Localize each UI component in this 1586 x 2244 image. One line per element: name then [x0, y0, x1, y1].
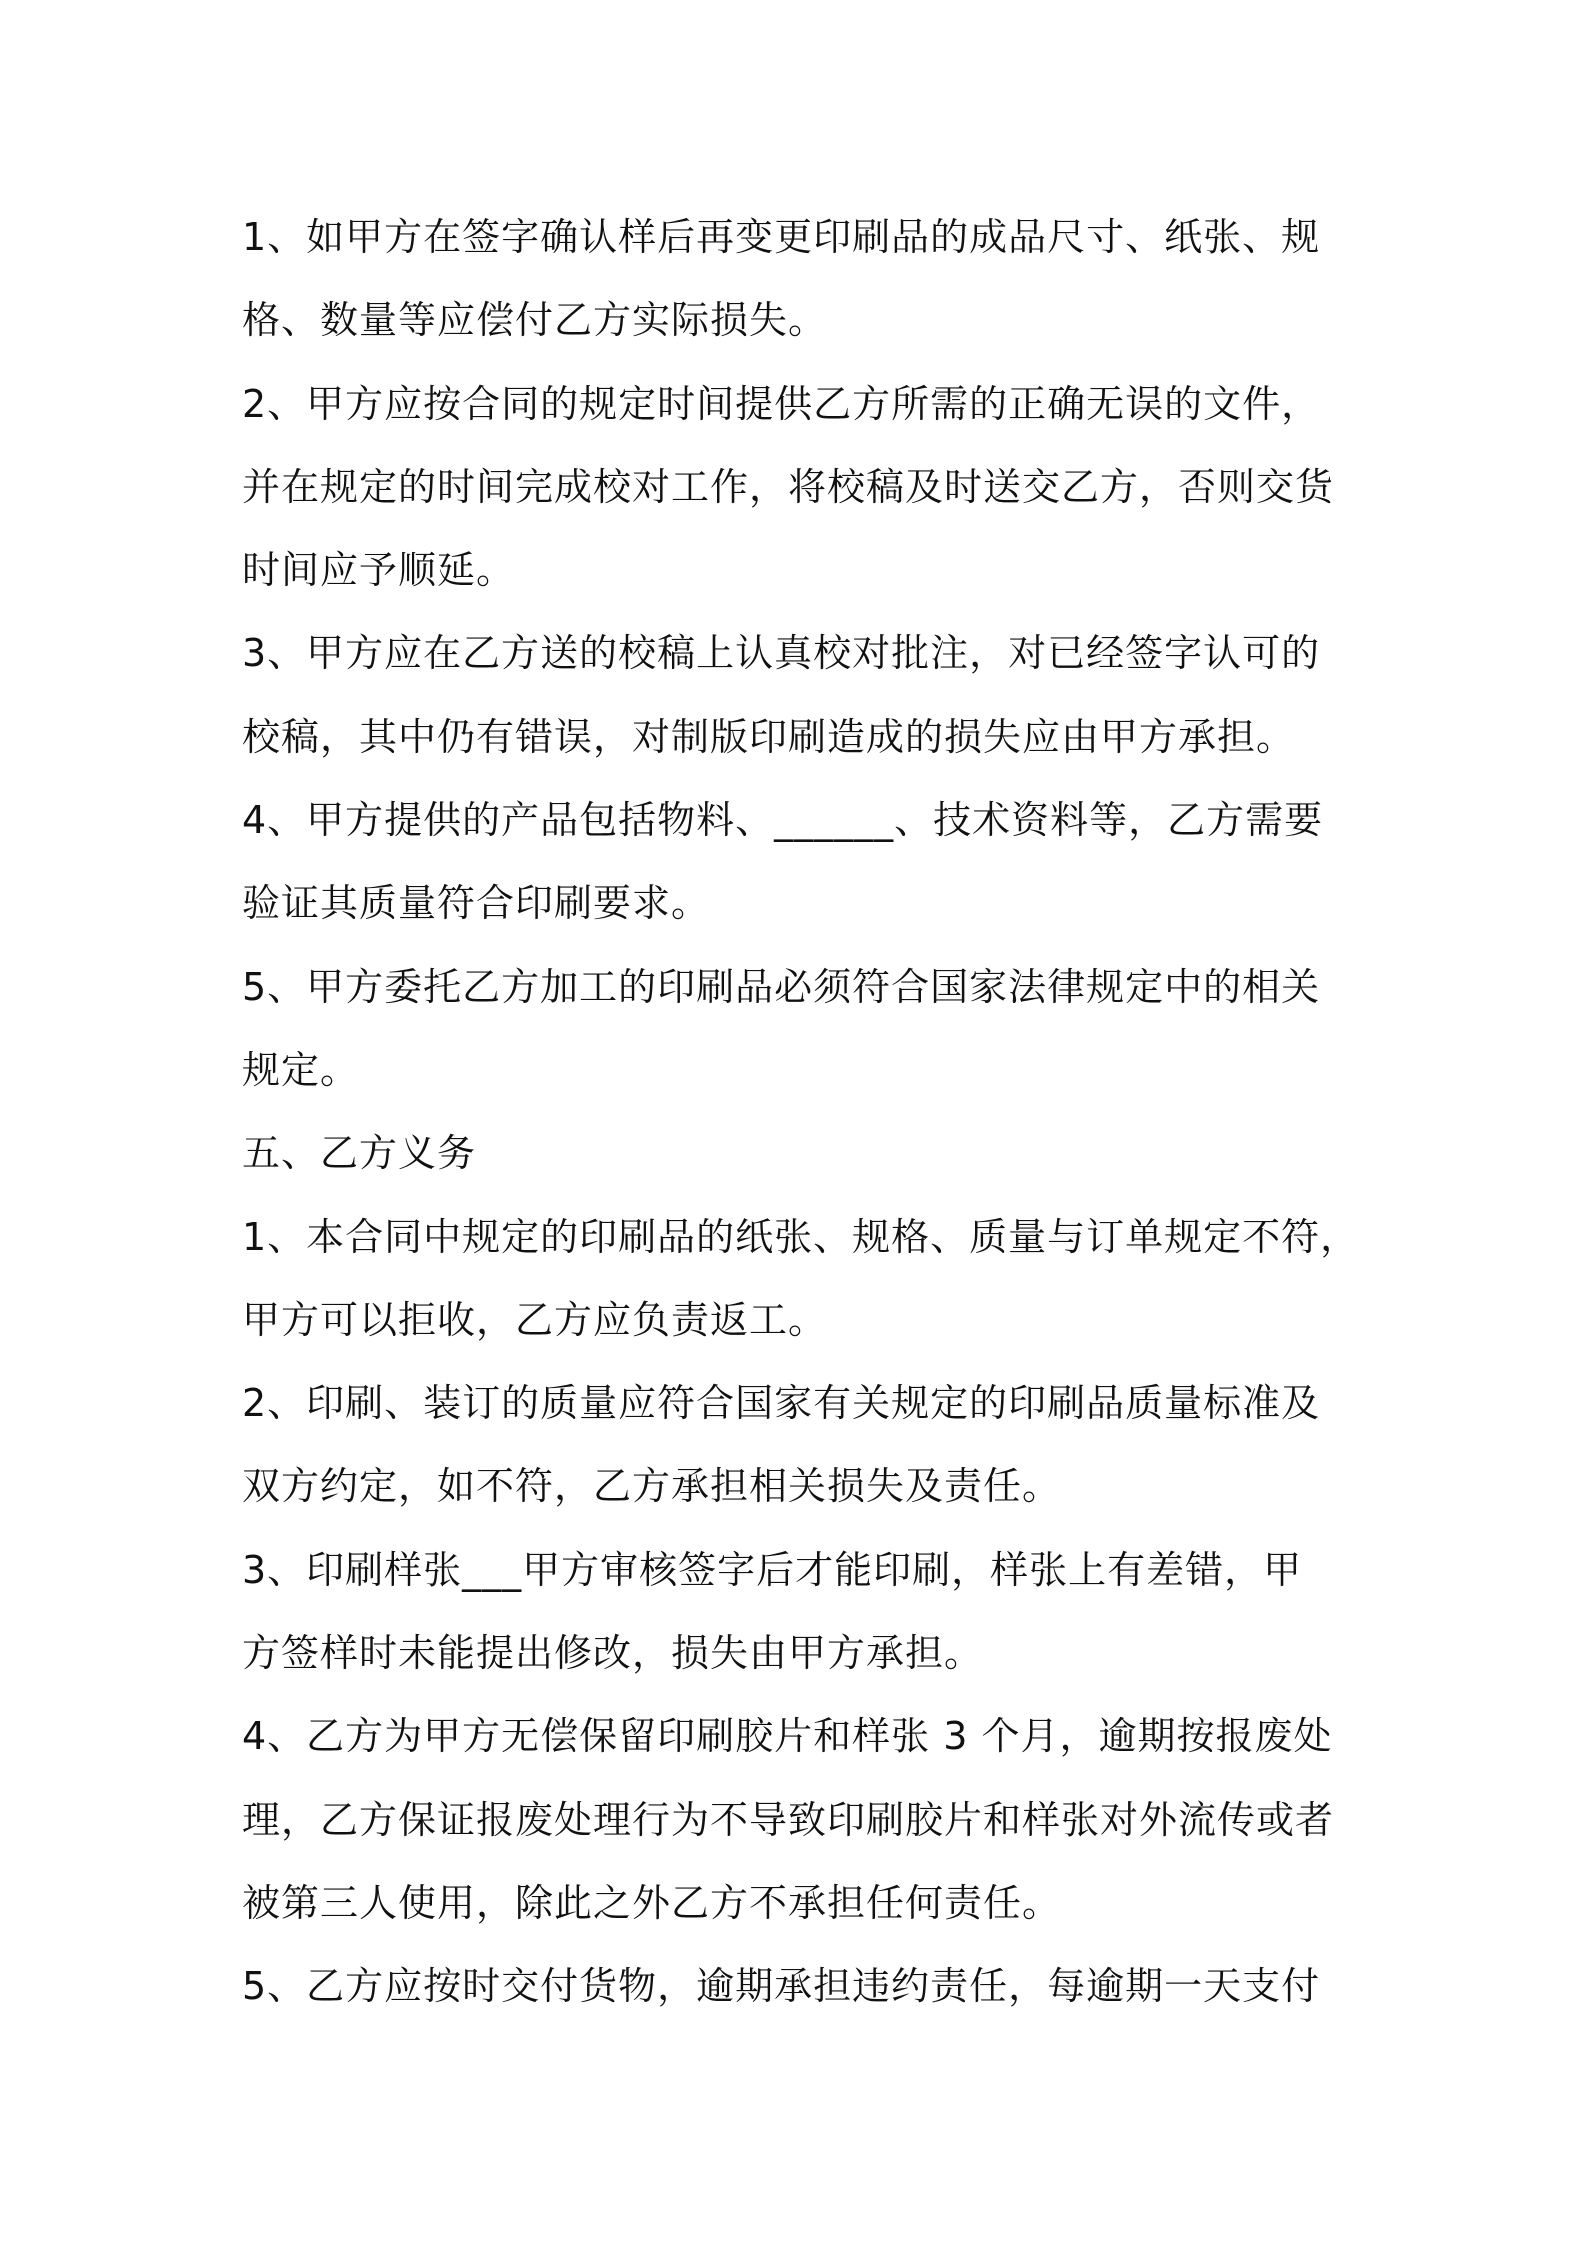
text-line: 校稿，其中仍有错误，对制版印刷造成的损失应由甲方承担。: [242, 714, 1296, 759]
text-line: 并在规定的时间完成校对工作，将校稿及时送交乙方，否则交货: [242, 464, 1335, 509]
text-line: 双方约定，如不符，乙方承担相关损失及责任。: [242, 1464, 1062, 1509]
text-line: 3、印刷样张___甲方审核签字后才能印刷，样张上有差错，甲: [242, 1547, 1303, 1592]
text-line: 3、甲方应在乙方送的校稿上认真校对批注，对已经签字认可的: [242, 631, 1321, 676]
text-line: 4、甲方提供的产品包括物料、______、技术资料等，乙方需要: [242, 798, 1324, 843]
text-line: 5、甲方委托乙方加工的印刷品必须符合国家法律规定中的相关: [242, 964, 1321, 1009]
text-line: 时间应予顺延。: [242, 548, 516, 593]
text-line: 4、乙方为甲方无偿保留印刷胶片和样张 3 个月，逾期按报废处: [242, 1714, 1333, 1759]
text-line: 2、印刷、装订的质量应符合国家有关规定的印刷品质量标准及: [242, 1381, 1321, 1426]
text-line: 格、数量等应偿付乙方实际损失。: [242, 298, 828, 343]
text-line: 理，乙方保证报废处理行为不导致印刷胶片和样张对外流传或者: [242, 1797, 1335, 1842]
text-line: 1、本合同中规定的印刷品的纸张、规格、质量与订单规定不符，: [242, 1214, 1360, 1259]
text-line: 规定。: [242, 1047, 360, 1092]
text-line: 2、甲方应按合同的规定时间提供乙方所需的正确无误的文件，: [242, 381, 1321, 426]
section-heading: 五、乙方义务: [242, 1131, 477, 1176]
document-page: [242, 196, 1362, 2029]
text-line: 方签样时未能提出修改，损失由甲方承担。: [242, 1631, 984, 1676]
text-line: 验证其质量符合印刷要求。: [242, 881, 711, 926]
text-line: 被第三人使用，除此之外乙方不承担任何责任。: [242, 1880, 1062, 1925]
text-line: 甲方可以拒收，乙方应负责返工。: [242, 1297, 828, 1342]
text-line: 1、如甲方在签字确认样后再变更印刷品的成品尺寸、纸张、规: [242, 215, 1321, 259]
text-line: 5、乙方应按时交付货物，逾期承担违约责任，每逾期一天支付: [242, 1964, 1321, 2009]
